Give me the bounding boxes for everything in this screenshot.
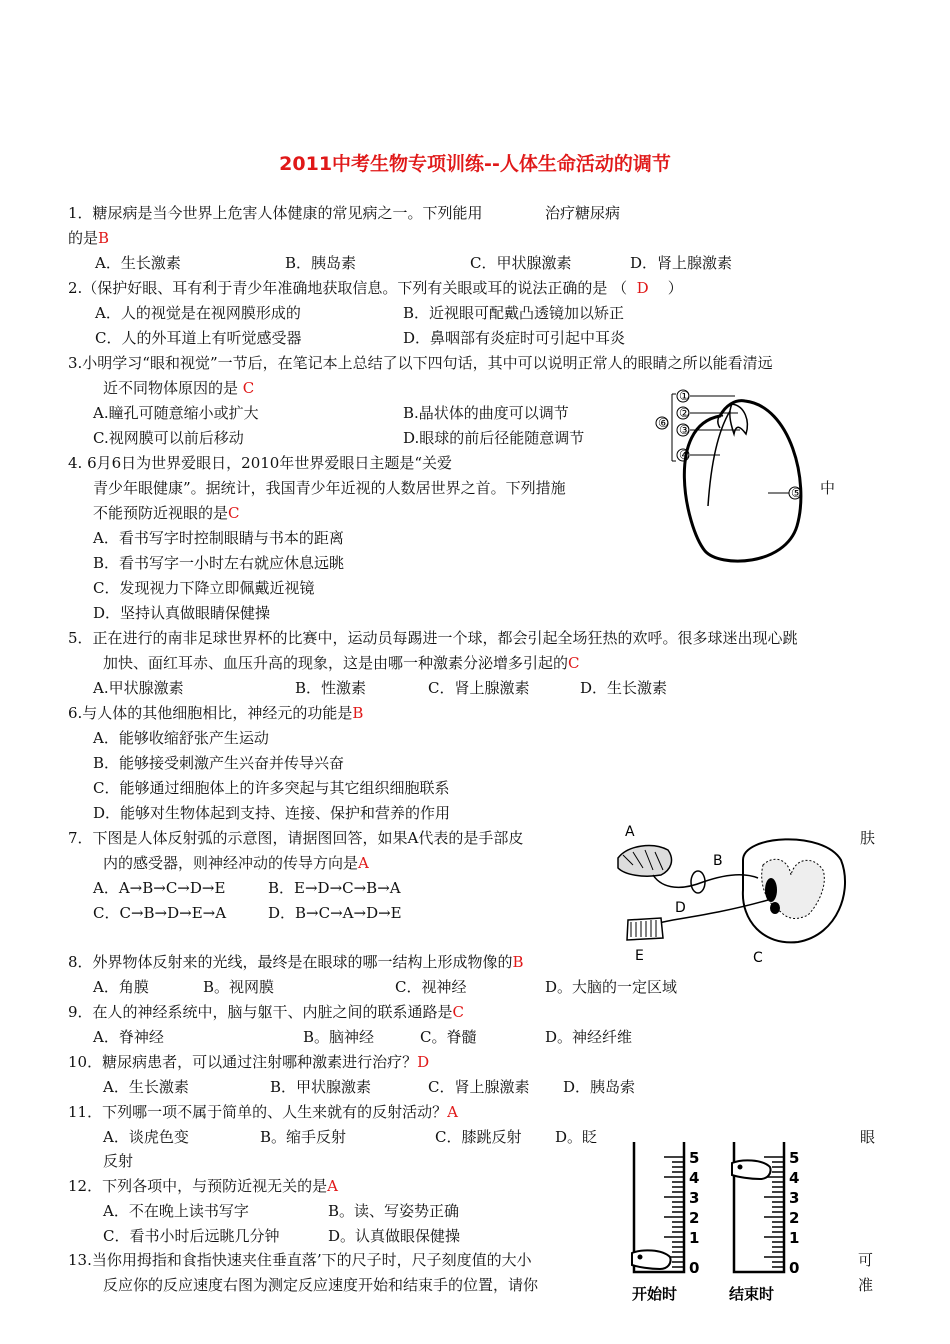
q3-option-a: A.瞳孔可随意缩小或扩大 — [93, 404, 259, 422]
q5-option-d: D．生长激素 — [580, 679, 668, 697]
q7-answer: A — [358, 854, 369, 872]
ruler-left-tick-1: 1 — [689, 1229, 700, 1247]
ruler-right-tick-1: 1 — [789, 1229, 800, 1247]
q5-stem-line2: 加快、面红耳赤、血压升高的现象，这是由哪一种激素分泌增多引起的C — [103, 654, 580, 672]
q6-answer: B — [352, 704, 364, 722]
reflex-label-a: A — [625, 824, 635, 840]
q12-option-a: A．不在晚上读书写字 — [103, 1202, 249, 1220]
ruler-right-tick-0: 0 — [789, 1259, 800, 1277]
q6-option-d: D．能够对生物体起到支持、连接、保护和营养的作用 — [93, 804, 451, 822]
q4-stem-line2: 青少年眼健康”。据统计，我国青少年近视的人数居世界之首。下列措施 — [93, 479, 566, 497]
q9-option-d: D。神经纤维 — [545, 1028, 633, 1046]
ruler-left-tick-3: 3 — [689, 1189, 700, 1207]
q6-option-b: B．能够接受刺激产生兴奋并传导兴奋 — [93, 754, 345, 772]
reflex-label-c: C — [753, 950, 763, 966]
ruler-right-tick-3: 3 — [789, 1189, 800, 1207]
q4-option-b: B．看书写字一小时左右就应休息远眺 — [93, 554, 345, 572]
q9-option-a: A．脊神经 — [93, 1028, 164, 1046]
q1-option-c: C．甲状腺激素 — [470, 254, 572, 272]
q1-stem-line1: 1．糖尿病是当今世界上危害人体健康的常见病之一。下列能用 — [68, 204, 483, 222]
q7-option-c: C．C→B→D→E→A — [93, 904, 227, 922]
q12-option-c: C．看书小时后远眺几分钟 — [103, 1227, 280, 1245]
q11-answer: A — [447, 1103, 458, 1121]
q2-stem: 2.（保护好眼、耳有利于青少年准确地获取信息。下列有关眼或耳的说法正确的是 （ D ） — [68, 279, 683, 297]
q5-option-c: C．肾上腺激素 — [428, 679, 530, 697]
q6-stem: 6.与人体的其他细胞相比，神经元的功能是B — [68, 704, 364, 722]
ruler-left-tick-4: 4 — [689, 1169, 700, 1187]
q11-option-d-end: 眼 — [860, 1128, 876, 1146]
ruler-left-tick-2: 2 — [689, 1209, 700, 1227]
q1-option-d: D．肾上腺激素 — [630, 254, 733, 272]
q11-option-b: B。缩手反射 — [260, 1128, 347, 1146]
q8-option-a: A．角膜 — [93, 978, 149, 996]
q10-stem: 10．糖尿病患者，可以通过注射哪种激素进行治疗？D — [68, 1053, 430, 1071]
q6-option-a: A．能够收缩舒张产生运动 — [93, 729, 269, 747]
q7-option-b: B．E→D→C→B→A — [268, 879, 401, 897]
q8-stem: 8．外界物体反射来的光线，最终是在眼球的哪一结构上形成物像的B — [68, 953, 524, 971]
q10-option-a: A．生长激素 — [103, 1078, 189, 1096]
seed-label-1: ① — [679, 389, 690, 403]
ruler-right-tick-5: 5 — [789, 1149, 800, 1167]
q7-option-a: A．A→B→C→D→E — [93, 879, 226, 897]
seed-label-4: ④ — [679, 448, 690, 462]
q2-option-a: A．人的视觉是在视网膜形成的 — [95, 304, 301, 322]
q11-option-d: D。眨 — [555, 1128, 598, 1146]
q4-option-c: C．发现视力下降立即佩戴近视镜 — [93, 579, 315, 597]
seed-label-6: ⑥ — [658, 416, 669, 430]
q8-option-c: C．视神经 — [395, 978, 467, 996]
q5-answer: C — [568, 654, 580, 672]
reflex-label-b: B — [713, 853, 723, 869]
q11-line3: 反射 — [103, 1152, 134, 1170]
ruler-start-label: 开始时 — [632, 1285, 678, 1303]
q7-stem-line1: 7．下图是人体反射弧的示意图，请据图回答，如果A代表的是手部皮 — [68, 829, 524, 847]
q1-stem-line1b: 治疗糖尿病 — [545, 204, 621, 222]
q13-stem-line1b: 可 — [858, 1251, 874, 1269]
q9-option-c: C。脊髓 — [420, 1028, 477, 1046]
q4-stem-line3: 不能预防近视眼的是C — [93, 504, 240, 522]
q4-answer: C — [228, 504, 240, 522]
q1-stem-line2: 的是B — [68, 229, 110, 247]
q1-option-a: A．生长激素 — [95, 254, 181, 272]
ruler-diagram — [624, 1137, 814, 1307]
q3-option-d: D.眼球的前后径能随意调节 — [403, 429, 585, 447]
q2-option-b: B．近视眼可配戴凸透镜加以矫正 — [403, 304, 625, 322]
seed-label-5: ⑤ — [791, 486, 802, 500]
q12-answer: A — [327, 1177, 338, 1195]
q12-stem: 12．下列各项中，与预防近视无关的是A — [68, 1177, 338, 1195]
q8-answer: B — [512, 953, 524, 971]
q3-stem-line1: 3.小明学习“眼和视觉”一节后，在笔记本上总结了以下四句话，其中可以说明正常人的眼睛之所以能看清远 — [68, 354, 773, 372]
ruler-left-tick-0: 0 — [689, 1259, 700, 1277]
q9-answer: C — [452, 1003, 465, 1021]
q8-option-d: D。大脑的一定区域 — [545, 978, 678, 996]
q12-option-b: B。读、写姿势正确 — [328, 1202, 460, 1220]
reflex-label-d: D — [675, 900, 686, 916]
q1-option-b: B．胰岛素 — [285, 254, 357, 272]
page-title: 2011中考生物专项训练--人体生命活动的调节 — [279, 153, 671, 175]
seed-diagram — [650, 386, 820, 566]
ruler-right-tick-2: 2 — [789, 1209, 800, 1227]
q7-stem-line1b: 肤 — [860, 829, 876, 847]
q3-option-b: B.晶状体的曲度可以调节 — [403, 404, 569, 422]
ruler-right-tick-4: 4 — [789, 1169, 800, 1187]
q4-stem-line1: 4. 6月6日为世界爱眼日，2010年世界爱眼日主题是“关爱 — [68, 454, 453, 472]
q9-option-b: B。脑神经 — [303, 1028, 375, 1046]
q13-stem-line1: 13.当你用拇指和食指快速夹住垂直落’下的尺子时，尺子刻度值的大小 — [68, 1251, 532, 1269]
q3-answer: C — [242, 379, 255, 397]
q11-option-a: A．谈虎色变 — [103, 1128, 189, 1146]
q10-option-d: D．胰岛索 — [563, 1078, 636, 1096]
q13-stem-line2: 反应你的反应速度右图为测定反应速度开始和结束手的位置，请你 — [103, 1276, 539, 1294]
q5-option-b: B．性激素 — [295, 679, 367, 697]
q11-stem: 11．下列哪一项不属于简单的、人生来就有的反射活动？A — [68, 1103, 458, 1121]
q6-option-c: C．能够通过细胞体上的许多突起与其它组织细胞联系 — [93, 779, 450, 797]
q5-stem-line1: 5．正在进行的南非足球世界杯的比赛中，运动员每踢进一个球，都会引起全场狂热的欢呼。很多球迷出现心跳 — [68, 629, 798, 647]
q4-option-d: D．坚持认真做眼睛保健操 — [93, 604, 271, 622]
q4-option-a: A．看书写字时控制眼睛与书本的距离 — [93, 529, 344, 547]
seed-label-2: ② — [679, 406, 690, 420]
q9-stem: 9．在人的神经系统中，脑与躯干、内脏之间的联系通路是C — [68, 1003, 465, 1021]
q3-option-c: C.视网膜可以前后移动 — [93, 429, 244, 447]
q7-option-d: D．B→C→A→D→E — [268, 904, 402, 922]
q7-stem-line2: 内的感受器，则神经冲动的传导方向是A — [103, 854, 369, 872]
q2-answer: D — [636, 279, 649, 297]
q12-option-d: D。认真做眼保健操 — [328, 1227, 461, 1245]
q4-stem-line2b: 中 — [820, 479, 836, 497]
reflex-arc-diagram — [613, 820, 858, 970]
ruler-end-label: 结束时 — [729, 1285, 775, 1303]
reflex-label-e: E — [635, 948, 644, 964]
q10-option-b: B．甲状腺激素 — [270, 1078, 372, 1096]
q10-answer: D — [417, 1053, 430, 1071]
q1-answer: B — [98, 229, 110, 247]
q2-option-d: D．鼻咽部有炎症时可引起中耳炎 — [403, 329, 626, 347]
q10-option-c: C．肾上腺激素 — [428, 1078, 530, 1096]
q3-stem-line2: 近不同物体原因的是 C — [103, 379, 255, 397]
seed-label-3: ③ — [679, 423, 690, 437]
q5-option-a: A.甲状腺激素 — [93, 679, 184, 697]
q11-option-c: C．膝跳反射 — [435, 1128, 522, 1146]
q8-option-b: B。视网膜 — [203, 978, 275, 996]
ruler-left-tick-5: 5 — [689, 1149, 700, 1167]
q13-stem-line2b: 准 — [858, 1276, 874, 1294]
q2-option-c: C．人的外耳道上有听觉感受器 — [95, 329, 302, 347]
